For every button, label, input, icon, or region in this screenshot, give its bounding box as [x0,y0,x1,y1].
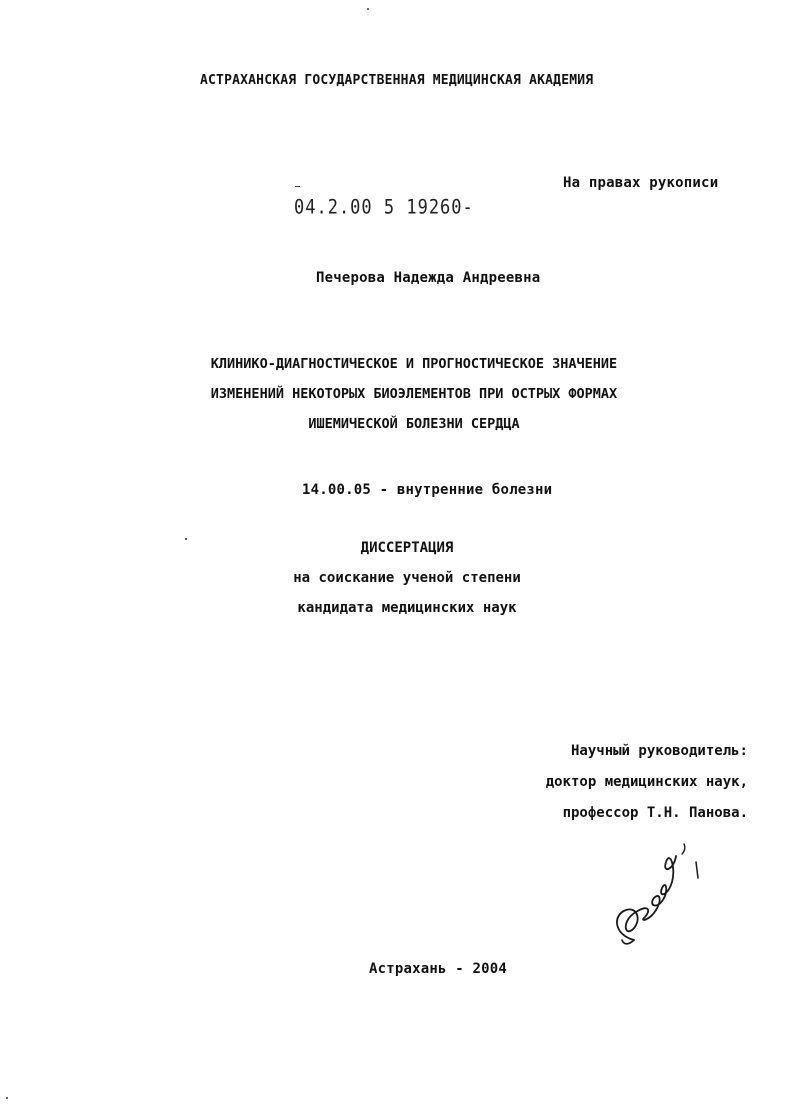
scan-speck [367,8,369,10]
dissertation-title [17,349,794,439]
manuscript-note: На правах рукописи [563,175,719,191]
author-name: Печерова Надежда Андреевна [316,270,541,286]
title-line: ИШЕМИЧЕСКОЙ БОЛЕЗНИ СЕРДЦА [308,416,520,432]
scan-speck [6,1097,8,1099]
code-mark [295,186,300,187]
title-line: КЛИНИКО-ДИАГНОСТИЧЕСКОЕ И ПРОГНОСТИЧЕСКОЕ ЗНАЧЕНИЕ [210,356,618,372]
city-year: Астрахань - 2004 [369,961,508,977]
registration-code: 04.2.00 5 19260- [294,196,474,219]
thesis-purpose-line: на соискание ученой степени [293,570,521,586]
thesis-description [10,533,794,623]
thesis-type: ДИССЕРТАЦИЯ [360,540,454,556]
institution-name: АСТРАХАНСКАЯ ГОСУДАРСТВЕННАЯ МЕДИЦИНСКАЯ АКАДЕМИЯ [200,73,594,88]
thesis-purpose-line: кандидата медицинских наук [297,600,517,616]
title-line: ИЗМЕНЕНИЙ НЕКОТОРЫХ БИОЭЛЕМЕНТОВ ПРИ ОСТРЫХ ФОРМАХ [210,386,618,402]
supervisor-block [546,736,748,829]
supervisor-label: Научный руководитель: [570,743,748,759]
specialty-code: 14.00.05 - внутренние болезни [302,482,553,498]
supervisor-name: профессор Т.Н. Панова. [562,805,748,821]
supervisor-degree: доктор медицинских наук, [545,774,748,790]
handwritten-signature-icon [604,840,714,960]
